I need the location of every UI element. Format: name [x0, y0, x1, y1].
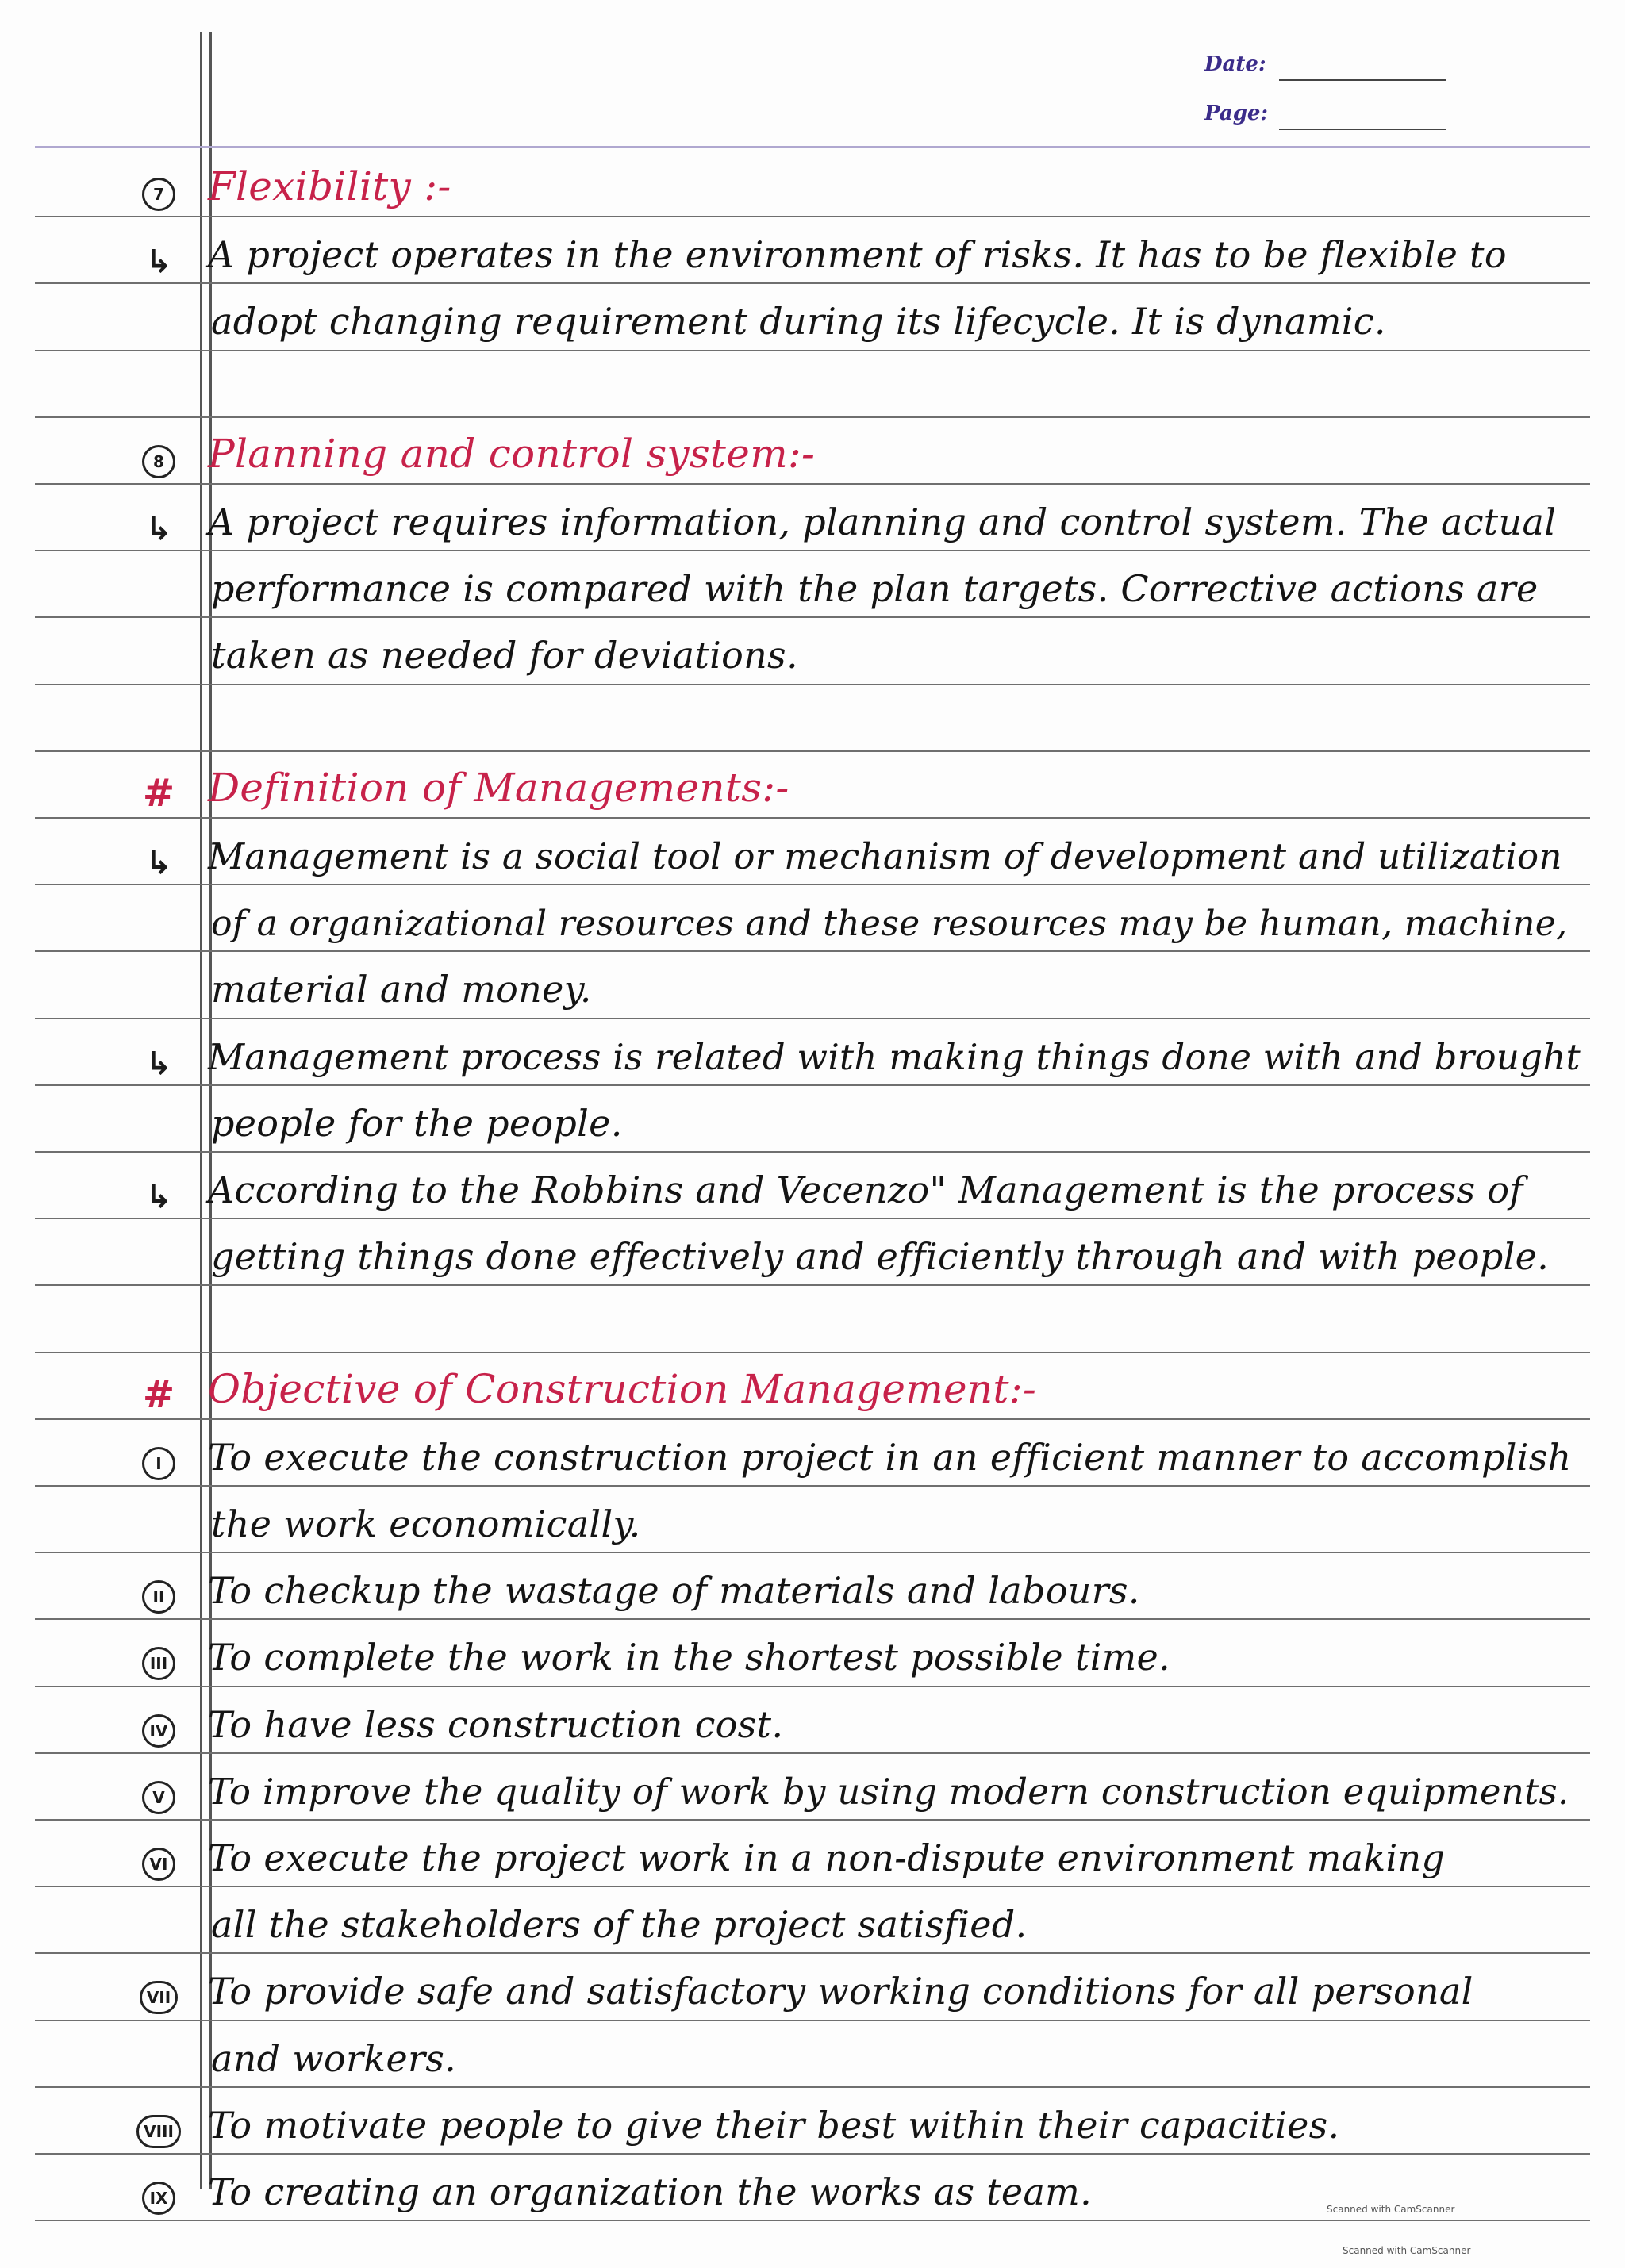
line-marker [119, 351, 198, 418]
note-line [0, 1620, 1625, 1687]
line-marker [119, 685, 198, 752]
line-marker [119, 1019, 198, 1086]
line-marker [119, 1286, 198, 1353]
line-marker [119, 2021, 198, 2088]
note-line [0, 819, 1625, 885]
line-text: taken as needed for deviations. [211, 634, 798, 677]
line-text: the work economically. [211, 1502, 641, 1545]
line-marker [119, 284, 198, 351]
scanner-stamp-1: Scanned with CamScanner [1327, 2204, 1455, 2215]
note-line [0, 151, 1625, 217]
sub-arrow-icon: ↳ [145, 511, 172, 547]
note-line [0, 885, 1625, 952]
line-text: To creating an organization the works as team. [208, 2170, 1093, 2213]
note-line [0, 2088, 1625, 2155]
circled-number-icon: VI [142, 1848, 175, 1881]
line-text: To checkup the wastage of materials and labours. [208, 1569, 1140, 1612]
line-text: To execute the project work in a non-dispute environment making [208, 1836, 1446, 1879]
line-text: Management is a social tool or mechanism of development and utilization [208, 835, 1562, 877]
line-marker [119, 1821, 198, 1887]
note-line [0, 1420, 1625, 1487]
note-line [0, 752, 1625, 819]
sub-arrow-icon: ↳ [145, 845, 172, 881]
circled-number-icon: II [142, 1580, 175, 1614]
note-line [0, 1219, 1625, 1286]
line-marker [119, 952, 198, 1019]
section-heading: Objective of Construction Management:- [208, 1366, 1037, 1412]
line-marker [119, 1219, 198, 1286]
line-text: To execute the construction project in an efficient manner to accomplish [208, 1436, 1572, 1479]
circled-number-icon: IX [142, 2182, 175, 2215]
scanner-stamp-2: Scanned with CamScanner [1343, 2245, 1471, 2256]
note-line [0, 551, 1625, 618]
note-line [0, 485, 1625, 551]
note-line [0, 1086, 1625, 1153]
line-marker [119, 1754, 198, 1821]
line-text: adopt changing requirement during its lifecycle. It is dynamic. [211, 300, 1386, 343]
note-line [0, 685, 1625, 752]
line-text: To complete the work in the shortest possible time. [208, 1636, 1171, 1679]
note-line [0, 618, 1625, 685]
line-text: people for the people. [211, 1102, 623, 1145]
circled-number-icon: IV [142, 1714, 175, 1748]
sub-arrow-icon: ↳ [145, 244, 172, 280]
note-line [0, 1487, 1625, 1553]
line-marker [119, 1887, 198, 1954]
line-marker [119, 1086, 198, 1153]
note-line [0, 1887, 1625, 1954]
note-line [0, 2021, 1625, 2088]
line-text: A project requires information, planning and control system. The actual [208, 501, 1557, 543]
line-marker [119, 819, 198, 885]
line-marker [119, 1153, 198, 1219]
line-marker [119, 151, 198, 217]
line-text: of a organizational resources and these resources may be human, machine, [211, 904, 1568, 944]
line-marker [119, 1487, 198, 1553]
circled-number-icon: VII [140, 1981, 178, 2014]
line-marker [119, 1353, 198, 1420]
line-marker [119, 1553, 198, 1620]
line-text: performance is compared with the plan targets. Corrective actions are [211, 567, 1539, 610]
line-text: getting things done effectively and efficiently through and with people. [211, 1235, 1550, 1278]
note-line [0, 1821, 1625, 1887]
line-marker [119, 1620, 198, 1687]
note-line [0, 1353, 1625, 1420]
note-line [0, 284, 1625, 351]
line-text: A project operates in the environment of risks. It has to be flexible to [208, 233, 1507, 276]
line-text: To improve the quality of work by using modern construction equipments. [208, 1771, 1569, 1813]
note-line [0, 418, 1625, 485]
top-rule [35, 146, 1590, 148]
note-line [0, 217, 1625, 284]
note-line [0, 1286, 1625, 1353]
note-line [0, 1687, 1625, 1754]
date-label: Date: [1204, 52, 1266, 76]
line-text: According to the Robbins and Vecenzo" Management is the process of [208, 1169, 1523, 1211]
circled-number-icon: III [142, 1647, 175, 1680]
line-marker [119, 2155, 198, 2221]
section-heading: Flexibility :- [208, 163, 451, 209]
circled-number-icon: V [142, 1781, 175, 1814]
line-marker [119, 618, 198, 685]
section-heading: Planning and control system:- [208, 431, 816, 477]
line-text: To provide safe and satisfactory working conditions for all personal [208, 1970, 1473, 2013]
line-marker [119, 752, 198, 819]
date-blank-line [1279, 79, 1446, 81]
note-line [0, 952, 1625, 1019]
note-line [0, 1153, 1625, 1219]
line-marker [119, 1954, 198, 2020]
line-marker [119, 1420, 198, 1487]
line-marker [119, 485, 198, 551]
page-blank-line [1279, 129, 1446, 130]
circled-number-icon: 8 [142, 445, 175, 478]
sub-arrow-icon: ↳ [145, 1179, 172, 1215]
note-line [0, 351, 1625, 418]
circled-number-icon: 7 [142, 178, 175, 211]
line-marker [119, 2088, 198, 2155]
section-heading: Definition of Managements:- [208, 765, 789, 811]
line-marker [119, 217, 198, 284]
page-label: Page: [1204, 102, 1269, 125]
line-marker [119, 1687, 198, 1754]
line-marker [119, 418, 198, 485]
note-line [0, 1754, 1625, 1821]
hash-icon: # [142, 771, 175, 815]
sub-arrow-icon: ↳ [145, 1046, 172, 1082]
line-text: To have less construction cost. [208, 1703, 784, 1746]
line-text: and workers. [211, 2037, 457, 2080]
note-line [0, 1954, 1625, 2020]
circled-number-icon: VIII [136, 2115, 181, 2148]
line-text: To motivate people to give their best within their capacities. [208, 2104, 1340, 2147]
note-line [0, 1019, 1625, 1086]
hash-icon: # [142, 1372, 175, 1417]
line-text: material and money. [211, 968, 592, 1011]
line-marker [119, 551, 198, 618]
line-text: all the stakeholders of the project satisfied. [211, 1903, 1028, 1946]
line-marker [119, 885, 198, 952]
note-line [0, 1553, 1625, 1620]
line-text: Management process is related with making things done with and brought [208, 1036, 1581, 1078]
circled-number-icon: I [142, 1447, 175, 1480]
